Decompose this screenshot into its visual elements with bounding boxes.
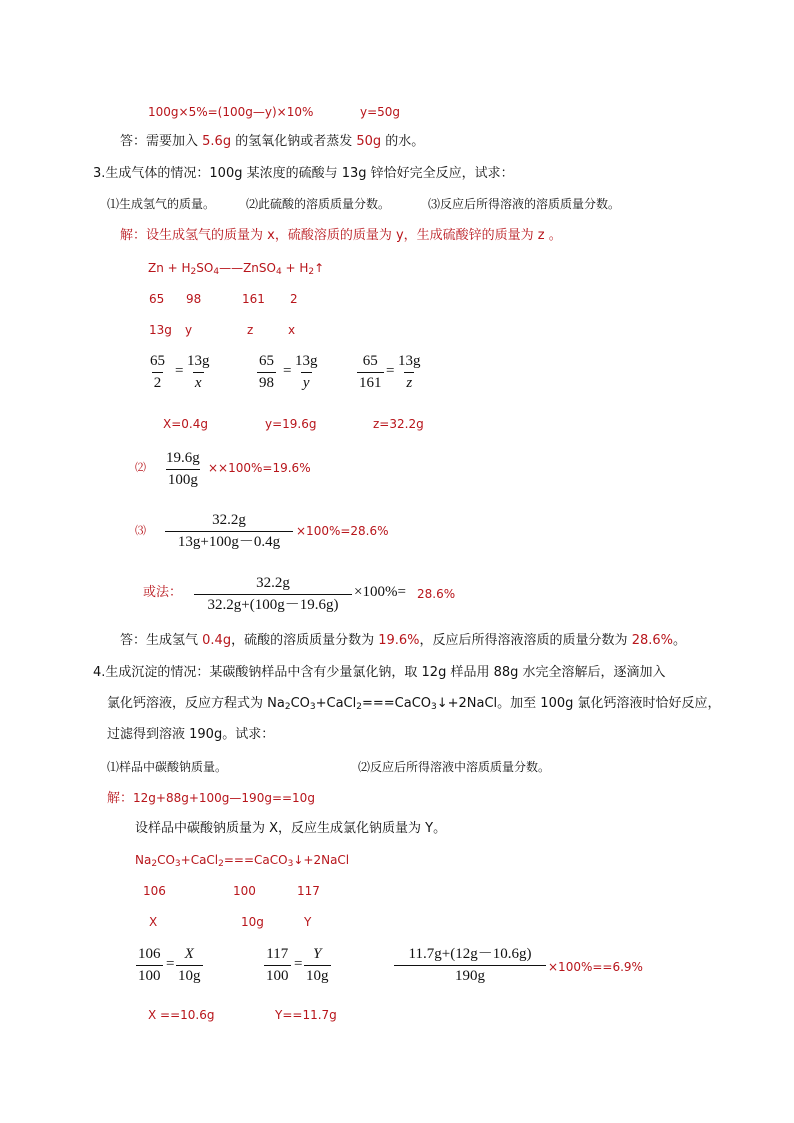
q3-var-z: z xyxy=(247,323,254,337)
q4-solve xyxy=(107,789,315,808)
frac-den: 32.2g+(100g－19.6g) xyxy=(194,594,352,615)
frac-den: 10g xyxy=(304,965,331,986)
frac-num: 65 xyxy=(150,353,165,369)
q4-sub2: ⑵反应后所得溶液中溶质质量分数。 xyxy=(358,760,551,774)
answer-text: 需要加入 xyxy=(146,134,203,149)
q4-frac3-result: ×100%==6.9% xyxy=(548,960,643,974)
text-part: ↓+2NaCl。加至 100g 氯化钙溶液时恰好反应， xyxy=(436,696,721,711)
eq-sub: 4 xyxy=(213,267,220,277)
q3-var-x: x xyxy=(288,323,296,337)
eq-part: Na xyxy=(135,853,152,867)
answer-value: 5.6g xyxy=(202,134,232,149)
eq-part: Zn + H xyxy=(148,261,191,275)
eq-part: ——ZnSO xyxy=(219,261,276,275)
frac-den: 190g xyxy=(394,965,546,986)
text-sub: 2 xyxy=(284,702,291,712)
eq-part: ===CaCO xyxy=(223,853,288,867)
text-sub: 3 xyxy=(431,702,437,712)
frac-den: x xyxy=(193,372,204,393)
q4-frac2-left xyxy=(264,945,291,986)
eq-part: + H xyxy=(281,261,309,275)
q4-var-y: Y xyxy=(304,915,312,929)
eq-sub: 2 xyxy=(308,267,315,277)
equals-sign: = xyxy=(283,363,292,379)
equals-sign: = xyxy=(175,363,184,379)
answer-label: 答： xyxy=(120,633,147,648)
q3-alt-label: 或法： xyxy=(143,585,183,600)
equals-sign: = xyxy=(386,363,395,379)
answer-text: ，硫酸的溶质质量分数为 xyxy=(231,633,379,648)
eq-part: +CaCl xyxy=(180,853,219,867)
q3-mass-161: 161 xyxy=(242,292,265,306)
q3-frac3-left xyxy=(357,352,384,393)
solve-calc: 12g+88g+100g—190g==10g xyxy=(133,791,315,805)
q3-part3-result: ×100%=28.6% xyxy=(296,524,389,538)
equals-sign: = xyxy=(166,956,175,972)
q3-sub3: ⑶反应后所得溶液的溶质质量分数。 xyxy=(428,197,621,211)
frac-num: 13g xyxy=(187,353,210,369)
q4-title-line1: 4.生成沉淀的情况：某碳酸钠样品中含有少量氯化钠，取 12g 样品用 88g 水完全溶解后，逐滴加入 xyxy=(93,665,666,680)
q3-var-13g: 13g xyxy=(149,323,172,337)
q4-equation xyxy=(135,851,349,873)
prev-answer xyxy=(120,133,424,151)
text-sub: 3 xyxy=(309,702,316,712)
q4-frac1-left xyxy=(136,945,163,986)
frac-num: 106 xyxy=(138,946,161,962)
q3-part2-result: ××100%=19.6% xyxy=(208,461,311,475)
q3-alt-tail: ×100%= xyxy=(354,584,406,600)
q4-mass-106: 106 xyxy=(143,884,166,898)
q4-frac1-right xyxy=(176,945,203,986)
eq-sub: 2 xyxy=(190,267,197,277)
frac-num: 32.2g xyxy=(256,575,290,591)
text-part: +CaCl xyxy=(315,696,357,711)
q3-mass-2: 2 xyxy=(290,292,298,306)
text-part: CO xyxy=(290,696,310,711)
q3-part3-label: ⑶ xyxy=(135,524,146,537)
prev-calc: 100g×5%=(100g—y)×10% xyxy=(148,105,314,119)
frac-num: Y xyxy=(313,946,322,962)
q3-part2-fraction xyxy=(164,449,202,490)
answer-text: 。 xyxy=(673,633,687,648)
frac-den: 98 xyxy=(257,372,276,393)
equals-sign: = xyxy=(294,956,303,972)
eq-part: CO xyxy=(157,853,175,867)
frac-num: 11.7g+(12g－10.6g) xyxy=(408,946,532,962)
q3-answer xyxy=(120,632,686,650)
frac-den: 161 xyxy=(357,372,384,393)
frac-den: 10g xyxy=(176,965,203,986)
q3-frac1-right xyxy=(185,352,212,393)
eq-part: ↑ xyxy=(314,261,325,275)
frac-num: 65 xyxy=(259,353,274,369)
frac-den: z xyxy=(404,372,414,393)
frac-num: 117 xyxy=(266,946,289,962)
q3-frac2-left xyxy=(257,352,276,393)
q3-solve: 解：设生成氢气的质量为 x，硫酸溶质的质量为 y，生成硫酸锌的质量为 z 。 xyxy=(120,228,562,243)
q4-sub1: ⑴样品中碳酸钠质量。 xyxy=(107,760,228,774)
answer-text: 的水。 xyxy=(381,134,425,149)
frac-den: 100g xyxy=(166,469,200,490)
q3-frac2-right xyxy=(293,352,320,393)
prev-y-result: y=50g xyxy=(360,105,401,119)
q3-frac1-left xyxy=(148,352,167,393)
frac-num: 13g xyxy=(398,353,421,369)
q3-frac3-right xyxy=(396,352,423,393)
answer-value: 0.4g xyxy=(202,633,232,648)
frac-num: 13g xyxy=(295,353,318,369)
frac-num: 65 xyxy=(362,353,378,369)
q3-title: 3.生成气体的情况：100g 某浓度的硫酸与 13g 锌恰好完全反应，试求： xyxy=(93,166,514,181)
q4-title-line2 xyxy=(107,695,721,716)
eq-sub: 2 xyxy=(218,859,224,869)
q3-result-x: X=0.4g xyxy=(163,417,208,431)
answer-value: 50g xyxy=(356,134,382,149)
answer-value: 19.6% xyxy=(378,633,420,648)
q4-mass-100: 100 xyxy=(233,884,256,898)
answer-label: 答： xyxy=(120,134,147,149)
eq-part: SO xyxy=(196,261,214,275)
q3-part2-label: ⑵ xyxy=(135,461,146,474)
frac-den: y xyxy=(301,372,312,393)
answer-text: ，反应后所得溶液溶质的质量分数为 xyxy=(419,633,632,648)
eq-sub: 2 xyxy=(151,859,158,869)
q4-result-y: Y==11.7g xyxy=(275,1008,337,1022)
q3-part3-fraction xyxy=(165,511,293,552)
q3-result-z: z=32.2g xyxy=(373,417,424,431)
q4-title-line3: 过滤得到溶液 190g。试求： xyxy=(107,727,275,742)
q3-var-y: y xyxy=(185,323,193,337)
answer-value: 28.6% xyxy=(631,633,673,648)
eq-sub: 3 xyxy=(287,859,294,869)
frac-den: 100 xyxy=(136,965,163,986)
q4-frac2-right xyxy=(304,945,331,986)
q3-result-y: y=19.6g xyxy=(265,417,317,431)
frac-den: 13g+100g－0.4g xyxy=(165,531,293,552)
q3-mass-65: 65 xyxy=(149,292,165,306)
q4-mass-117: 117 xyxy=(297,884,320,898)
q4-result-x: X ==10.6g xyxy=(148,1008,215,1022)
frac-den: 100 xyxy=(264,965,291,986)
answer-text: 的氢氧化钠或者蒸发 xyxy=(231,134,357,149)
frac-num: 32.2g xyxy=(212,512,246,528)
frac-num: X xyxy=(184,946,194,962)
q3-equation xyxy=(148,259,324,281)
eq-part: ↓+2NaCl xyxy=(293,853,350,867)
frac-num: 19.6g xyxy=(166,450,200,466)
answer-text: 生成氢气 xyxy=(146,633,203,648)
eq-sub: 4 xyxy=(275,267,282,277)
q3-alt-result: 28.6% xyxy=(417,587,456,601)
text-sub: 2 xyxy=(356,702,362,712)
q4-frac3 xyxy=(394,945,546,986)
q4-assume: 设样品中碳酸钠质量为 X，反应生成氯化钠质量为 Y。 xyxy=(135,821,447,836)
q4-var-10g: 10g xyxy=(241,915,264,929)
q3-alt-fraction xyxy=(194,574,352,615)
text-part: 氯化钙溶液，反应方程式为 Na xyxy=(107,696,285,711)
text-part: ===CaCO xyxy=(361,696,431,711)
eq-sub: 3 xyxy=(174,859,181,869)
frac-den: 2 xyxy=(152,372,164,393)
q4-var-x: X xyxy=(149,915,158,929)
q3-sub1: ⑴生成氢气的质量。 xyxy=(107,197,216,211)
solve-label: 解： xyxy=(107,791,134,806)
q3-sub2: ⑵此硫酸的溶质质量分数。 xyxy=(246,197,391,211)
q3-mass-98: 98 xyxy=(186,292,202,306)
